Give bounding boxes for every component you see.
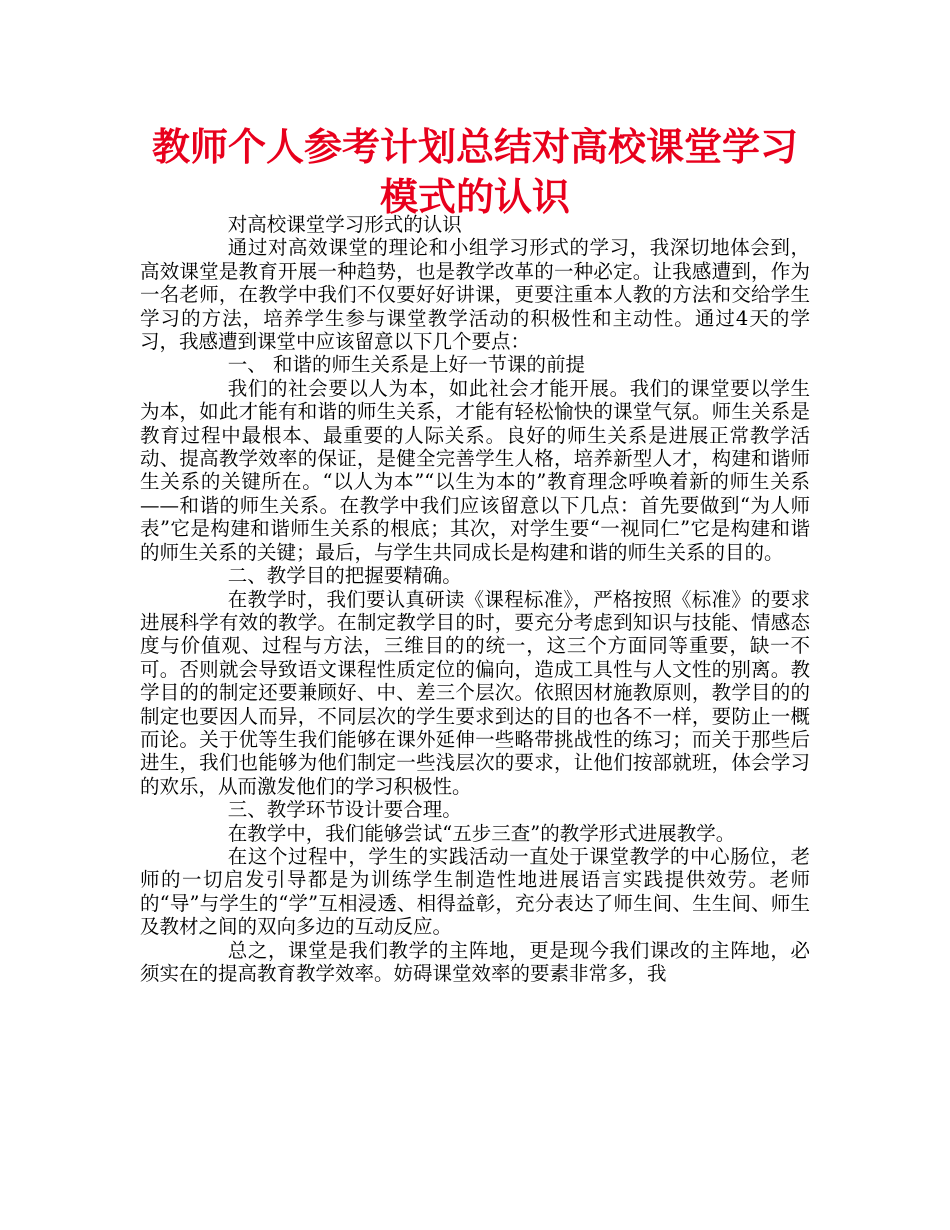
section-heading-1: 一、 和谐的师生关系是上好一节课的前提 <box>227 353 585 377</box>
document-body <box>140 213 810 985</box>
section-heading-3: 三、教学环节设计要合理。 <box>227 798 462 822</box>
section-1-paragraph: 我们的社会要以人为本，如此社会才能开展。我们的课堂要以学生为本，如此才能有和谐的师生关系，才能有轻松愉快的课堂气氛。师生关系是教育过程中最根本、最重要的人际关系。良好的师生关系是进展正常教学活动、提高教学效率的保证，是健全完善学生人格，培养新型人才，构建和谐师生关系的关键所在。“以人为本”“以生为本的”教育理念呼唤着新的师生关系——和谐的师生关系。在教学中我们应该留意以下几点：首先要做到“为人师表”它是构建和谐师生关系的根底；其次，对学生要“一视同仁”它是构建和谐的师生关系的关键；最后，与学生共同成长是构建和谐的师生关系的目的。 <box>140 376 810 564</box>
conclusion-paragraph: 总之，课堂是我们教学的主阵地，更是现今我们课改的主阵地，必须实在的提高教育教学效率。妨碍课堂效率的要素非常多，我 <box>140 938 810 985</box>
document-title: 教师个人参考计划总结对高校课堂学习模式的认识 <box>151 125 798 219</box>
section-3-paragraph-2: 在这个过程中，学生的实践活动一直处于课堂教学的中心肠位，老师的一切启发引导都是为训练学生制造性地进展语言实践提供效劳。老师的“导”与学生的“学”互相浸透、相得益彰，充分表达了师生间、生生间、师生及教材之间的双向多边的互动反应。 <box>140 844 810 939</box>
subtitle-paragraph: 对高校课堂学习形式的认识 <box>227 213 462 236</box>
section-heading-2: 二、教学目的把握要精确。 <box>227 564 462 588</box>
intro-paragraph: 通过对高效课堂的理论和小组学习形式的学习，我深切地体会到，高效课堂是教育开展一种趋势，也是教学改革的一种必定。让我感遭到，作为一名老师，在教学中我们不仅要好好讲课，更要注重本人教的方法和交给学生学习的方法，培养学生参与课堂教学活动的积极性和主动性。通过4天的学习，我感遭到课堂中应该留意以下几个要点： <box>140 236 810 354</box>
section-3-paragraph-1: 在教学中，我们能够尝试“五步三查”的教学形式进展教学。 <box>227 821 736 845</box>
section-2-paragraph: 在教学时，我们要认真研读《课程标准》，严格按照《标准》的要求进展科学有效的教学。在制定教学目的时，要充分考虑到知识与技能、情感态度与价值观、过程与方法，三维目的的统一，这三个方面同等重要，缺一不可。否则就会导致语文课程性质定位的偏向，造成工具性与人文性的别离。教学目的的制定还要兼顾好、中、差三个层次。依照因材施教原则，教学目的的制定也要因人而异，不同层次的学生要求到达的目的也各不一样，要防止一概而论。关于优等生我们能够在课外延伸一些略带挑战性的练习；而关于那些后进生，我们也能够为他们制定一些浅层次的要求，让他们按部就班，体会学习的欢乐，从而激发他们的学习积极性。 <box>140 587 810 798</box>
